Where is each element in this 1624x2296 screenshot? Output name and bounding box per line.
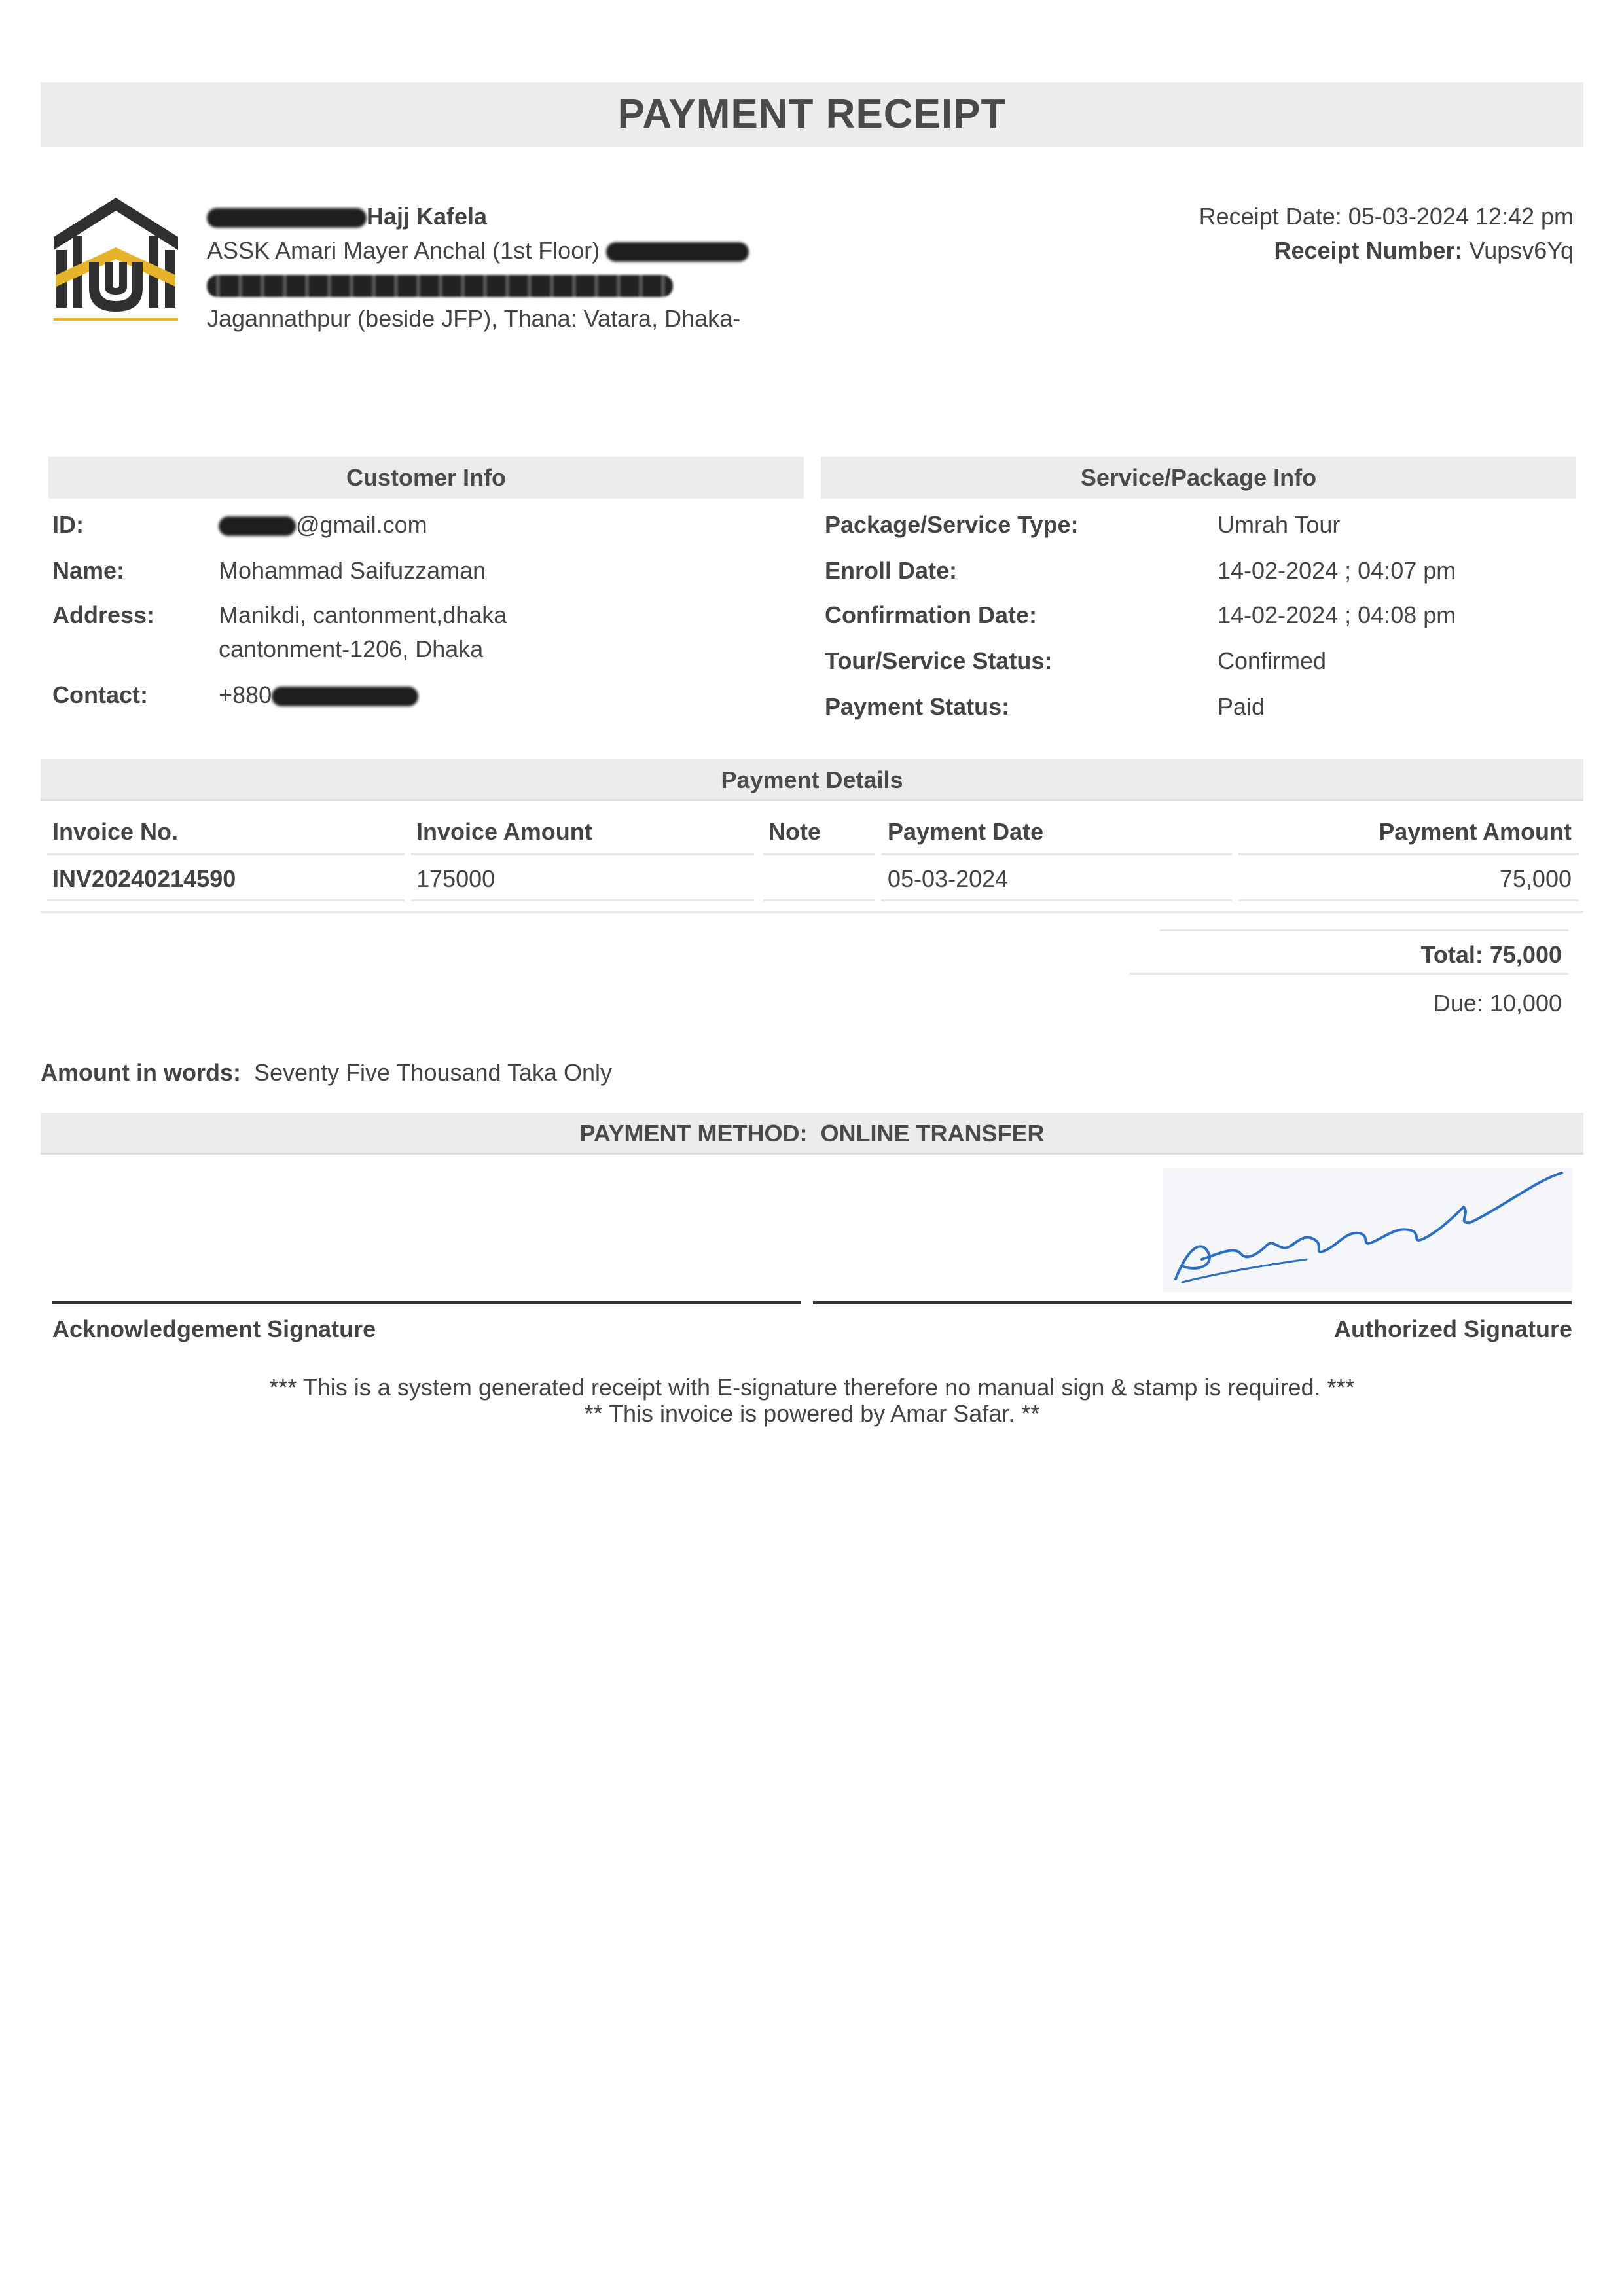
service-status-label: Tour/Service Status: [825,647,1053,674]
redacted-mark [219,516,296,536]
payment-status-value: Paid [1218,693,1265,720]
company-address-line: ASSK Amari Mayer Anchal (1st Floor) [207,237,600,264]
service-info [825,511,1571,733]
confirmation-date-label: Confirmation Date: [825,601,1037,628]
acknowledgement-signature-label: Acknowledgement Signature [52,1316,376,1342]
service-type-label: Package/Service Type: [825,511,1079,538]
customer-address-line: Manikdi, cantonment,dhaka [219,601,507,628]
payment-amount: 75,000 [1499,865,1572,892]
column-header: Payment Amount [1379,818,1572,845]
column-header: Note [768,818,821,845]
amount-in-words [41,1059,612,1086]
service-info-heading: Service/Package Info [821,457,1576,499]
payment-status-label: Payment Status: [825,693,1010,720]
receipt-date-label: Receipt Date: [1199,203,1342,230]
receipt-meta [1199,200,1574,268]
customer-name-value: Mohammad Saifuzzaman [219,557,486,584]
divider [411,853,754,855]
authorized-signature-line [813,1301,1572,1304]
divider [881,899,1232,901]
invoice-amount: 175000 [416,865,496,892]
service-status-value: Confirmed [1218,647,1327,674]
total-amount: Total: 75,000 [1420,941,1562,968]
divider [1238,899,1579,901]
payment-details-table [41,798,1583,916]
column-header: Invoice No. [52,818,179,845]
customer-address-line: cantonment-1206, Dhaka [219,636,484,662]
redacted-mark [207,275,673,297]
payment-method [41,1113,1583,1155]
payment-date: 05-03-2024 [888,865,1009,892]
enroll-date-label: Enroll Date: [825,557,958,584]
service-type-value: Umrah Tour [1218,511,1341,538]
footer-line: *** This is a system generated receipt with E-signature therefore no manual sign & stamp is required. *** [269,1374,1355,1401]
divider [1238,853,1579,855]
invoice-number: INV20240214590 [52,865,236,892]
amount-words-label: Amount in words: [41,1059,241,1086]
divider [1160,929,1568,931]
customer-name-label: Name: [52,557,125,584]
divider [763,899,875,901]
customer-info [52,511,799,720]
customer-contact-label: Contact: [52,681,148,708]
redacted-mark [606,242,749,262]
customer-contact-value: +880 [219,681,272,708]
divider [1130,973,1568,975]
authorized-signature-label: Authorized Signature [1333,1316,1572,1342]
payment-method-label: PAYMENT METHOD: [579,1120,808,1147]
receipt-number-value: Vupsv6Yq [1469,237,1574,264]
enroll-date-value: 14-02-2024 ; 04:07 pm [1218,557,1456,584]
due-amount: Due: 10,000 [1433,990,1562,1016]
footer-note [0,1374,1624,1427]
divider [763,853,875,855]
redacted-mark [207,208,367,228]
acknowledgement-signature-line [52,1301,801,1304]
receipt-number-label: Receipt Number: [1274,237,1463,264]
company-address-line: Jagannathpur (beside JFP), Thana: Vatara, Dhaka- [207,305,741,332]
payment-method-value: ONLINE TRANSFER [820,1120,1045,1147]
column-header: Payment Date [888,818,1044,845]
divider [47,853,405,855]
company-info [207,200,749,336]
receipt-date-value: 05-03-2024 12:42 pm [1348,203,1574,230]
customer-info-heading: Customer Info [48,457,804,499]
divider [411,899,754,901]
authorized-signature-image [1163,1168,1572,1292]
redacted-mark [272,687,418,706]
payment-details-heading: Payment Details [41,759,1583,801]
divider [47,899,405,901]
footer-line: ** This invoice is powered by Amar Safar. ** [584,1400,1040,1427]
company-name: Hajj Kafela [367,203,488,230]
divider [881,853,1232,855]
company-logo [47,190,185,327]
customer-id-value: @gmail.com [296,511,427,538]
page-title: PAYMENT RECEIPT [41,82,1583,147]
divider [41,911,1583,913]
customer-id-label: ID: [52,511,84,538]
customer-address-label: Address: [52,601,155,628]
confirmation-date-value: 14-02-2024 ; 04:08 pm [1218,601,1456,628]
column-header: Invoice Amount [416,818,592,845]
amount-words-value: Seventy Five Thousand Taka Only [253,1059,612,1086]
